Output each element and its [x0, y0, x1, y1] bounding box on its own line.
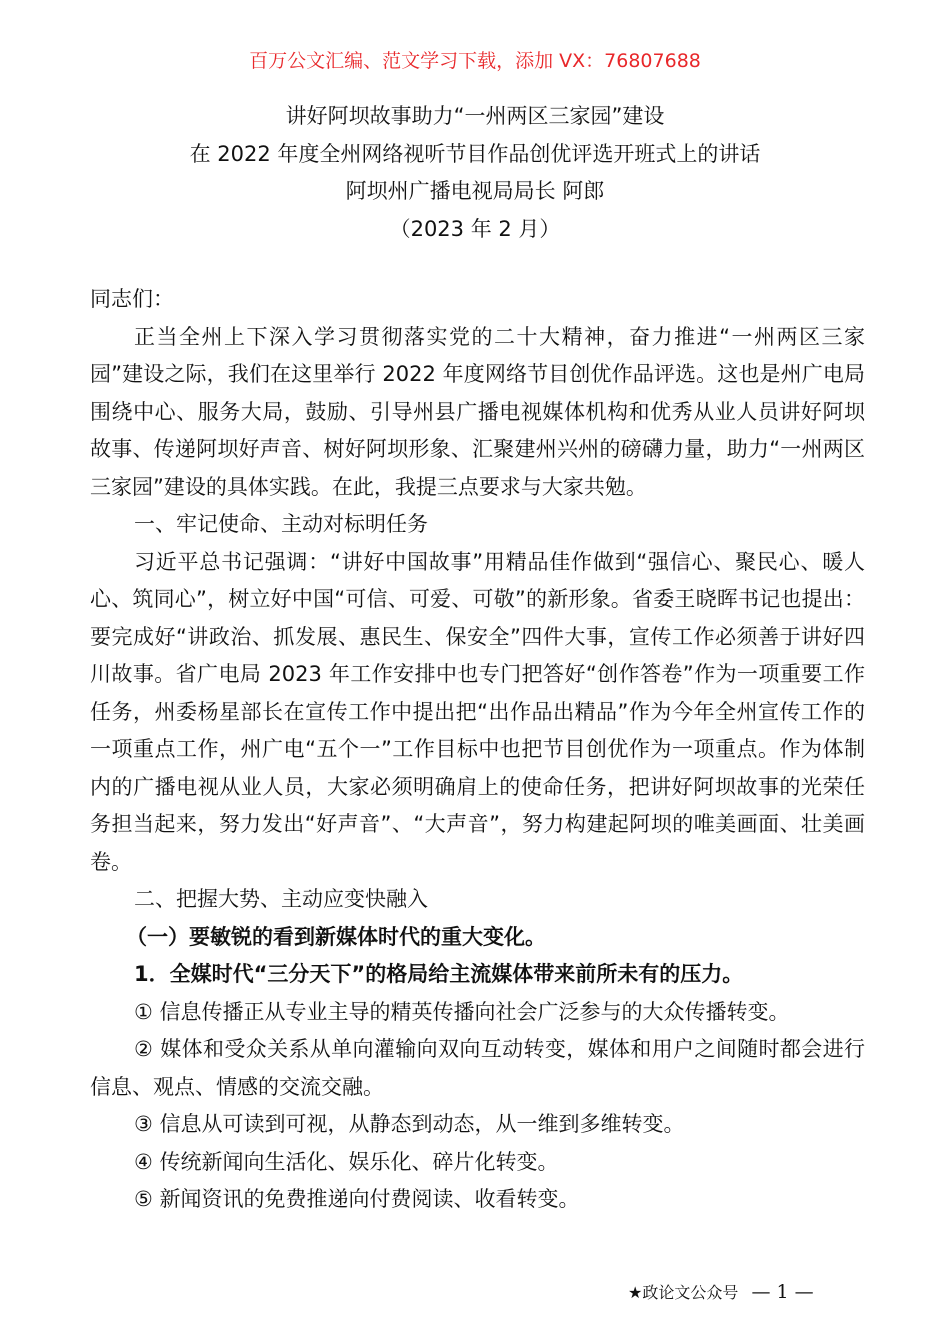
- list-item: ④ 传统新闻向生活化、娱乐化、碎片化转变。: [134, 1149, 559, 1174]
- title-block: [0, 98, 950, 248]
- list-item: ⑤ 新闻资讯的免费推递向付费阅读、收看转变。: [134, 1187, 580, 1211]
- list-item: ② 媒体和受众关系从单向灌输向双向互动转变，媒体和用户之间随时都会进行信息、观点、情感的交流交融。: [90, 1037, 865, 1099]
- subheading-1: （一）要敏锐的看到新媒体时代的重大变化。: [126, 924, 546, 949]
- paragraph-section-1: 习近平总书记强调：“讲好中国故事”用精品佳作做到“强信心、聚民心、暖人心、筑同心”，树立好中国“可信、可爱、可敬”的新形象。省委王晓晖书记也提出：要完成好“讲政治、抓发展、惠民生、保安全”四件大事，宣传工作必须善于讲好四川故事。省广电局 2023 年工作安排中也专门把答好“创作答卷”作为一项重要工作任务，州委杨星部长在宣传工作中提出把“出作品出精品”作为今年全州宣传工作的一项重点工作，州广电“五个一”工作目标中也把节目创优作为一项重点。作为体制内的广播电视从业人员，大家必须明确肩上的使命任务，把讲好阿坝故事的光荣任务担当起来，努力发出“好声音”、“大声音”，努力构建起阿坝的唯美画面、壮美画卷。: [90, 549, 865, 874]
- list-item: ① 信息传播正从专业主导的精英传播向社会广泛参与的大众传播转变。: [134, 999, 790, 1024]
- paragraph-intro: 正当全州上下深入学习贯彻落实党的二十大精神，奋力推进“一州两区三家园”建设之际，我们在这里举行 2022 年度网络节目创优作品评选。这也是州广电局围绕中心、服务大局，鼓励、引导州县广播电视媒体机构和优秀从业人员讲好阿坝故事、传递阿坝好声音、树好阿坝形象、汇聚建州兴州的磅礴力量，助力“一州两区三家园”建设的具体实践。在此，我提三点要求与大家共勉。: [90, 324, 865, 499]
- salutation: 同志们：: [90, 287, 174, 311]
- date-line: （2023 年 2 月）: [389, 216, 561, 241]
- watermark-banner: 百万公文汇编、范文学习下载，添加 VX：76807688: [249, 50, 701, 72]
- section-heading-2: 二、把握大势、主动应变快融入: [134, 887, 428, 911]
- document-title: 讲好阿坝故事助力“一州两区三家园”建设: [285, 104, 665, 128]
- author-line: 阿坝州广播电视局局长 阿郎: [345, 179, 605, 203]
- page-number: — 1 —: [751, 1281, 814, 1303]
- section-heading-1: 一、牢记使命、主动对标明任务: [134, 512, 428, 536]
- document-body: [90, 281, 865, 1219]
- page-footer: [628, 1280, 814, 1303]
- list-item: ③ 信息从可读到可视，从静态到动态，从一维到多维转变。: [134, 1112, 685, 1136]
- subheading-2: 1．全媒时代“三分天下”的格局给主流媒体带来前所未有的压力。: [134, 962, 744, 986]
- footer-source: ★政论文公众号: [628, 1283, 739, 1302]
- document-subtitle: 在 2022 年度全州网络视听节目作品创优评选开班式上的讲话: [189, 141, 761, 166]
